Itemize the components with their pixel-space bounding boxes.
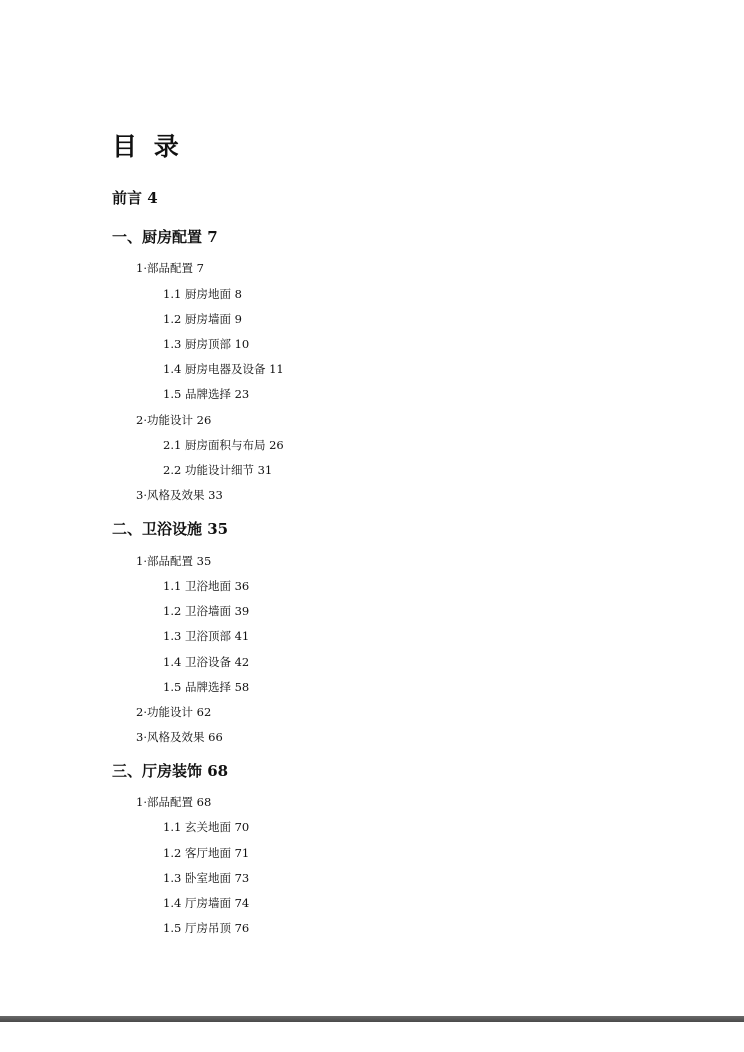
toc-entry-living-parts[interactable]: 1·部品配置 68 xyxy=(136,795,212,809)
toc-entry-kitchen-appliances[interactable]: 1.4 厨房电器及设备 11 xyxy=(163,362,284,376)
toc-entry-hall-ceiling[interactable]: 1.5 厅房吊顶 76 xyxy=(163,921,250,935)
toc-entry-kitchen-ceiling[interactable]: 1.3 厨房顶部 10 xyxy=(163,337,250,351)
toc-entry-kitchen-floor[interactable]: 1.1 厨房地面 8 xyxy=(163,287,242,301)
toc-entry-kitchen-style[interactable]: 3·风格及效果 33 xyxy=(136,488,223,502)
toc-entry-bedroom-floor[interactable]: 1.3 卧室地面 73 xyxy=(163,871,250,885)
toc-entry-kitchen-details[interactable]: 2.2 功能设计细节 31 xyxy=(163,463,273,477)
toc-entry-bathroom-brands[interactable]: 1.5 品牌选择 58 xyxy=(163,680,250,694)
toc-entry-bathroom-style[interactable]: 3·风格及效果 66 xyxy=(136,730,223,744)
toc-entry-hall-wall[interactable]: 1.4 厅房墙面 74 xyxy=(163,896,250,910)
toc-title: 目 录 xyxy=(112,132,183,161)
toc-entry-section-kitchen[interactable]: 一、厨房配置 7 xyxy=(112,228,218,246)
toc-entry-preface[interactable]: 前言 4 xyxy=(112,189,158,207)
toc-entry-bathroom-function[interactable]: 2·功能设计 62 xyxy=(136,705,212,719)
toc-entry-bathroom-parts[interactable]: 1·部品配置 35 xyxy=(136,554,212,568)
toc-entry-section-living[interactable]: 三、厅房装饰 68 xyxy=(112,762,229,780)
toc-entry-living-room-floor[interactable]: 1.2 客厅地面 71 xyxy=(163,846,250,860)
page-footer-area xyxy=(0,1022,744,1052)
toc-entry-section-bathroom[interactable]: 二、卫浴设施 35 xyxy=(112,520,229,538)
toc-entry-kitchen-layout[interactable]: 2.1 厨房面积与布局 26 xyxy=(163,438,284,452)
toc-entry-bathroom-ceiling[interactable]: 1.3 卫浴顶部 41 xyxy=(163,629,250,643)
toc-entry-kitchen-wall[interactable]: 1.2 厨房墙面 9 xyxy=(163,312,242,326)
toc-entry-bathroom-equipment[interactable]: 1.4 卫浴设备 42 xyxy=(163,655,250,669)
toc-entry-bathroom-wall[interactable]: 1.2 卫浴墙面 39 xyxy=(163,604,250,618)
toc-entry-kitchen-function[interactable]: 2·功能设计 26 xyxy=(136,413,212,427)
toc-entry-entrance-floor[interactable]: 1.1 玄关地面 70 xyxy=(163,820,250,834)
toc-entry-kitchen-parts[interactable]: 1·部品配置 7 xyxy=(136,261,204,275)
toc-entry-bathroom-floor[interactable]: 1.1 卫浴地面 36 xyxy=(163,579,250,593)
toc-entry-kitchen-brands[interactable]: 1.5 品牌选择 23 xyxy=(163,387,250,401)
